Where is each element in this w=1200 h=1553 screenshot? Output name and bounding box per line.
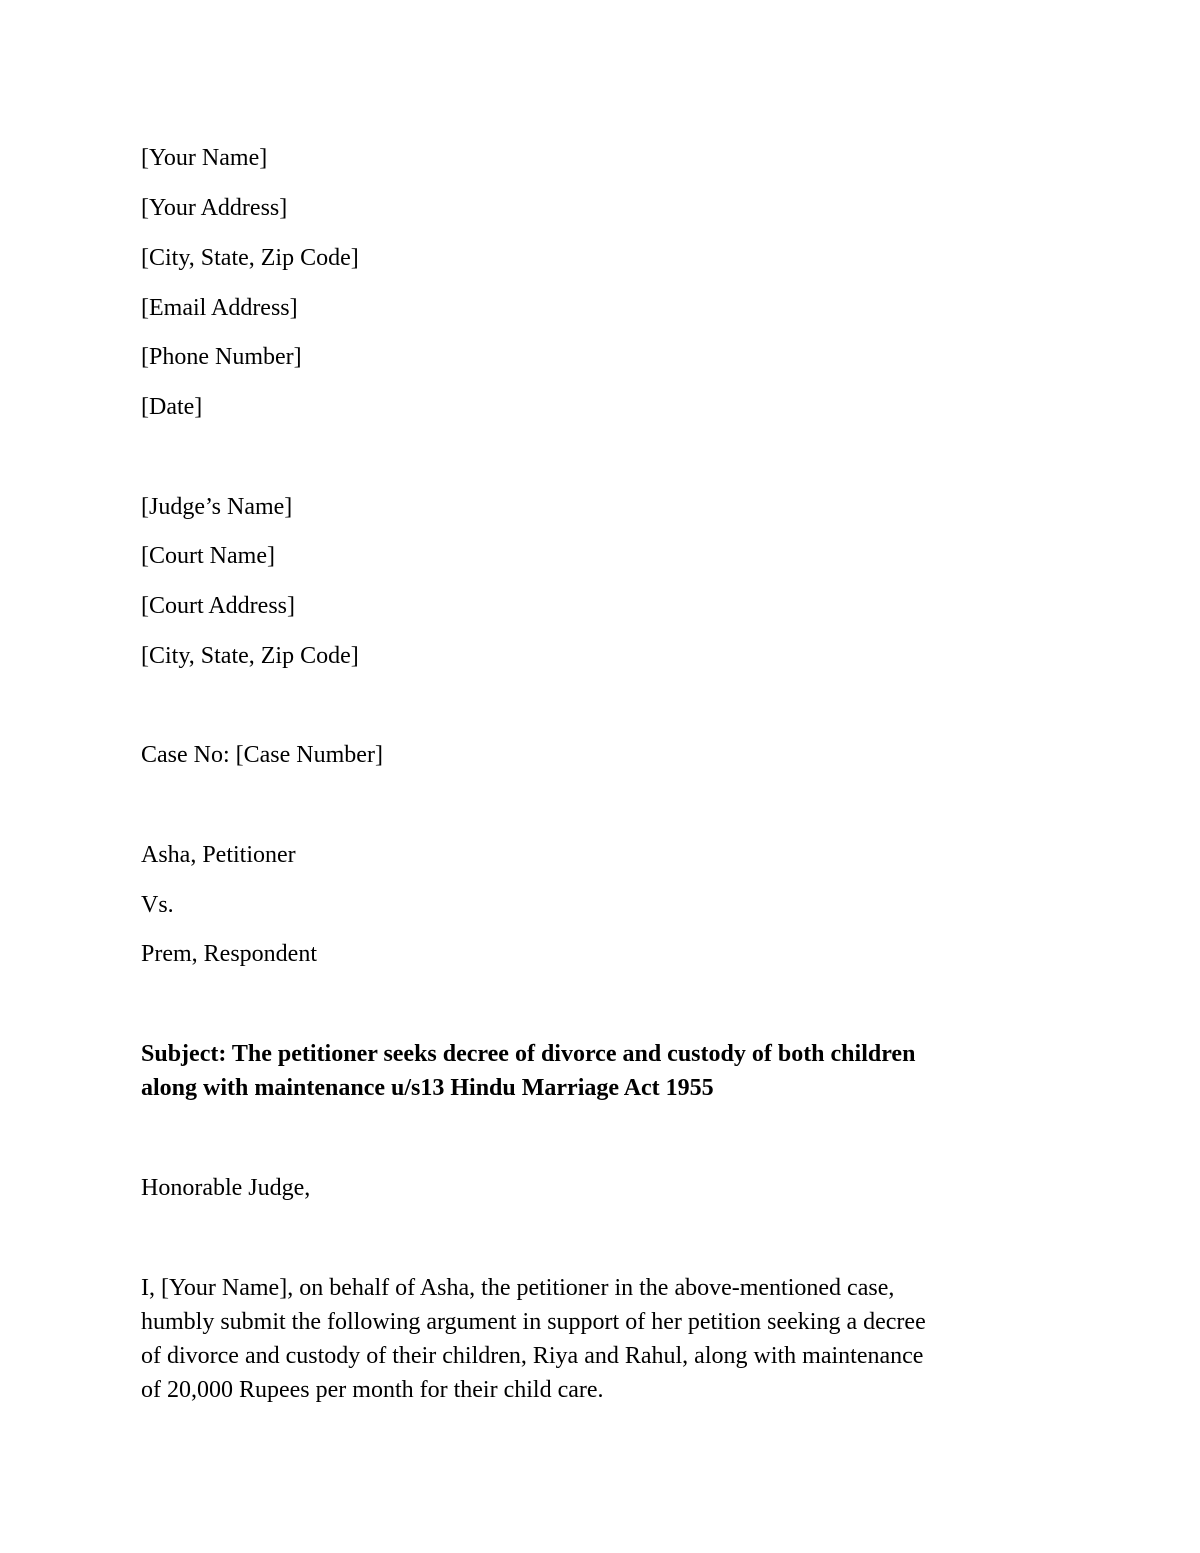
sender-email: [Email Address] [141,295,298,321]
body-line: of 20,000 Rupees per month for their child care. [141,1377,604,1403]
petitioner-line: Asha, Petitioner [141,842,296,868]
subject-line: Subject: The petitioner seeks decree of divorce and custody of both children [141,1041,916,1067]
salutation: Honorable Judge, [141,1175,311,1201]
court-city-state-zip: [City, State, Zip Code] [141,643,359,669]
sender-city-state-zip: [City, State, Zip Code] [141,245,359,271]
court-name: [Court Name] [141,543,275,569]
body-line: humbly submit the following argument in support of her petition seeking a decree [141,1309,926,1335]
versus-line: Vs. [141,892,174,918]
sender-address: [Your Address] [141,195,288,221]
subject-block [141,1037,1061,1105]
judge-name: [Judge’s Name] [141,494,293,520]
body-line: of divorce and custody of their children, Riya and Rahul, along with maintenance [141,1343,924,1369]
letter-date: [Date] [141,394,203,420]
respondent-line: Prem, Respondent [141,941,317,967]
case-number: Case No: [Case Number] [141,742,383,768]
sender-phone: [Phone Number] [141,344,302,370]
court-address: [Court Address] [141,593,295,619]
subject-line: along with maintenance u/s13 Hindu Marriage Act 1955 [141,1075,714,1101]
body-paragraph [141,1271,1061,1407]
body-line: I, [Your Name], on behalf of Asha, the petitioner in the above-mentioned case, [141,1275,895,1301]
sender-name: [Your Name] [141,145,268,171]
